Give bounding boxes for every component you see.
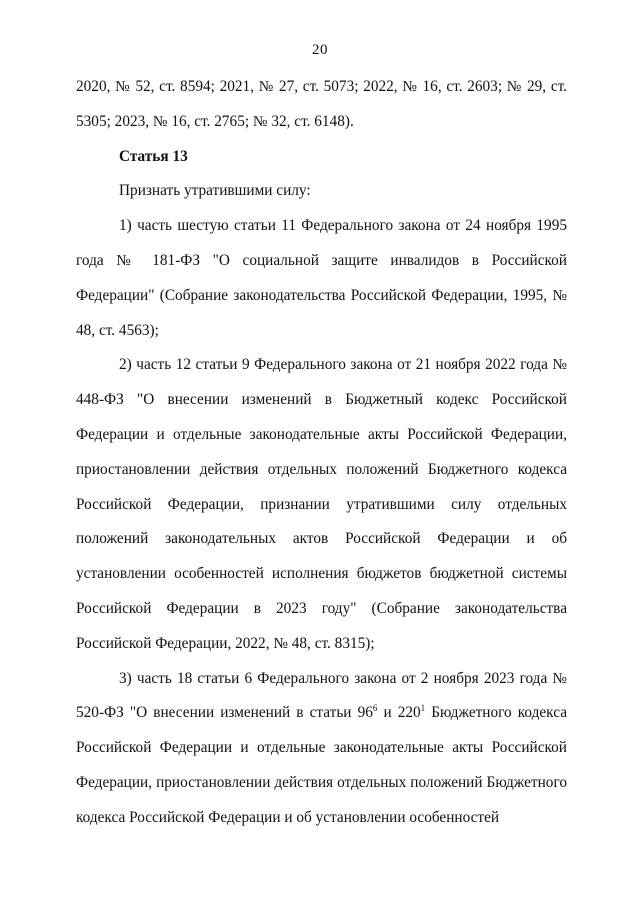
superscript-6: 6 — [372, 703, 378, 714]
list-item-2: 2) часть 12 статьи 9 Федерального закона от 21 ноября 2022 года № 448-ФЗ "О внесении изменений в Бюджетный кодекс Российской Федерации и отдельные законодательные акты Российской Федерации, приостановлении действия отдельных положений Бюджетного кодекса Российской Федерации, признании утратившими силу отдельных положений законодательных актов Российской Федерации и об установлении особенностей исполнения бюджетов бюджетной системы Российской Федерации в 2023 году" (Собрание законодательства Российской Федерации, 2022, № 48, ст. 8315); — [76, 356, 567, 652]
superscript-1: 1 — [420, 703, 426, 714]
list-item-1: 1) часть шестую статьи 11 Федерального закона от 24 ноября 1995 года № 181-ФЗ "О социальной защите инвалидов в Российской Федерации" (Собрание законодательства Российской Федерации, 1995, № 48, ст. 4563); — [76, 217, 567, 339]
article-heading: Статья 13 — [119, 147, 188, 165]
list-item-3-text-b: и 220 — [377, 704, 421, 722]
continuation-paragraph: 2020, № 52, ст. 8594; 2021, № 27, ст. 5073; 2022, № 16, ст. 2603; № 29, ст. 5305; 2023, № 16, ст. 2765; № 32, ст. 6148). — [76, 78, 567, 130]
list-item-3 — [76, 662, 567, 836]
list-item-3-text-a: 3) часть 18 статьи 6 Федерального закона от 2 ноября 2023 года № 520-ФЗ "О внесении изменений в статьи 96 — [76, 669, 567, 722]
intro-paragraph: Признать утратившими силу: — [119, 182, 311, 200]
document-body — [76, 70, 567, 836]
page-number: 20 — [312, 42, 328, 58]
list-item-3-text-c: Бюджетного кодекса Российской Федерации и отдельные законодательные акты Российской Федерации, приостановлении действия отдельных положений Бюджетного кодекса Российской Федерации и об установлении особенностей — [76, 704, 567, 826]
